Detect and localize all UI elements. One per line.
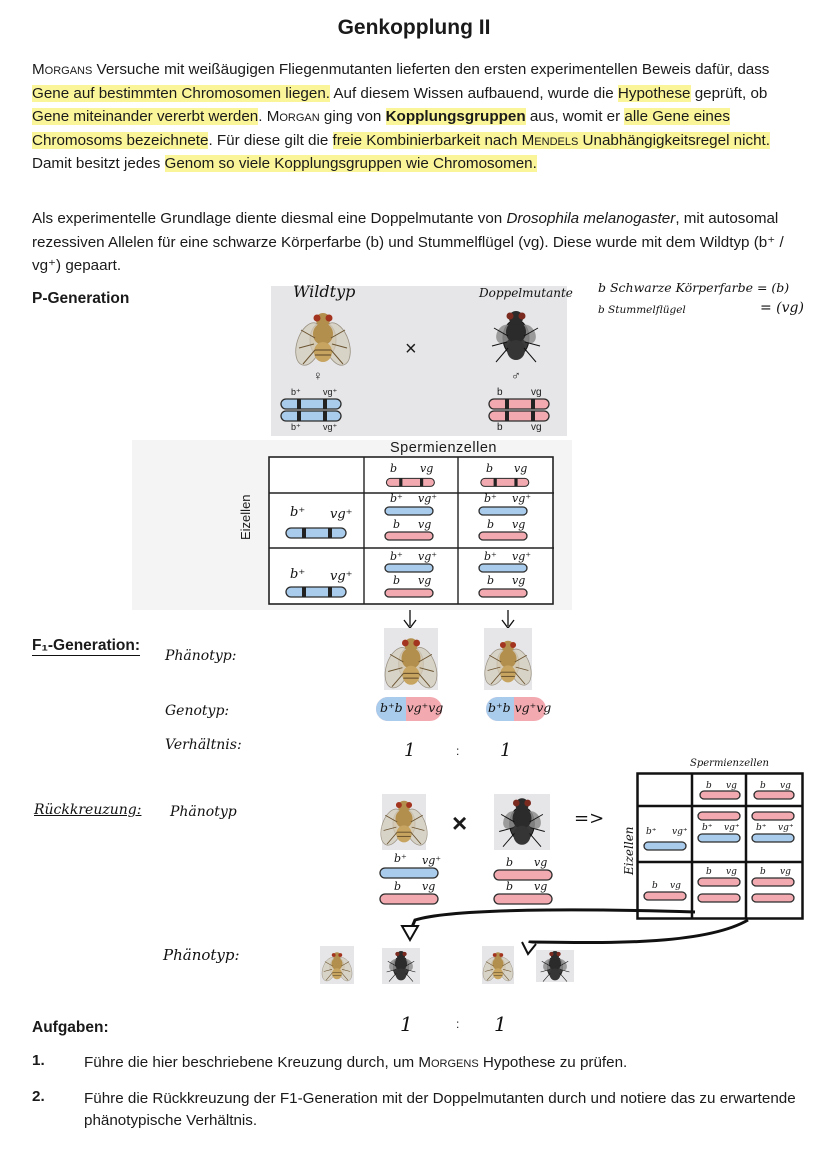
svg-text:b: b [393, 518, 401, 531]
svg-text:vg: vg [670, 881, 681, 891]
svg-text:b: b [390, 462, 398, 475]
male-symbol: ♂ [511, 368, 521, 383]
name-mendel: Mendels [521, 131, 579, 149]
svg-text:b⁺: b⁺ [394, 852, 407, 865]
svg-text:vg⁺: vg⁺ [778, 823, 794, 833]
species-name: Drosophila melanogaster [506, 210, 676, 227]
wildtype-fly-icon [291, 313, 355, 369]
svg-text:vg: vg [780, 867, 791, 877]
offspring-ratio-value: 1 [494, 1012, 507, 1036]
svg-text:vg: vg [512, 518, 526, 531]
svg-text:b: b [506, 880, 514, 893]
backcross-cross-symbol: × [452, 808, 468, 838]
svg-text:vg: vg [726, 781, 737, 791]
svg-text:b: b [706, 781, 712, 791]
offspring-flies [318, 944, 578, 988]
note-black-body: b Schwarze Körperfarbe = (b) [598, 280, 790, 295]
chromosome-red [489, 411, 549, 421]
f1-ratio-colon: : [456, 744, 460, 758]
svg-text:vg: vg [512, 574, 526, 587]
f1-genotype-2: b⁺b vg⁺vg [488, 700, 552, 715]
f1-generation-label: F₁-Generation: [32, 637, 141, 654]
double-mutant-label: Doppelmutante [479, 286, 573, 300]
intro-paragraph-1: Morgans Versuche mit weißäugigen Fliegenmutanten lieferten den ersten experimentellen Beweis dafür, dass Gene auf bestimmten Chromosomen liegen. Auf diesem Wissen aufbauend, wurde die Hypothese geprüft, ob Gene miteinander vererbt werden. Morgan ging von Kopplungsgruppen aus, womit er alle Gene eines Chromosoms bezeichnete. Für diese gilt die freie Kombinierbarkeit nach Mendels Unabhängigkeitsregel nicht. Damit besitzt jedes Genom so viele Kopplungsgruppen wie Chromosomen. [32, 61, 770, 172]
offspring-phenotype-label: Phänotyp: [163, 946, 240, 964]
svg-text:vg: vg [418, 574, 432, 587]
svg-text:b: b [706, 867, 712, 877]
svg-text:b⁺: b⁺ [702, 823, 713, 833]
svg-text:b⁺: b⁺ [484, 550, 497, 563]
f1-phenotype-label: Phänotyp: [165, 648, 237, 664]
svg-text:b⁺: b⁺ [390, 550, 403, 563]
svg-text:vg: vg [420, 462, 434, 475]
svg-text:b⁺: b⁺ [290, 505, 306, 520]
punnett-square-1 [268, 456, 558, 606]
svg-text:b: b [487, 518, 495, 531]
svg-text:vg⁺: vg⁺ [418, 550, 438, 563]
svg-text:vg⁺: vg⁺ [672, 827, 688, 837]
svg-text:b⁺: b⁺ [484, 492, 497, 505]
p-generation-svg [271, 286, 567, 436]
tasks-heading: Aufgaben: [32, 1019, 109, 1036]
backcross-label: Rückkreuzung: [34, 802, 142, 818]
p-generation-figure [271, 282, 573, 436]
chromosome-blue [281, 399, 341, 409]
offspring-ratio-value: 1 [400, 1012, 413, 1036]
task-number: 2. [32, 1088, 45, 1105]
svg-text:vg: vg [780, 781, 791, 791]
highlight-text: Gene miteinander vererbt werden [32, 108, 259, 125]
svg-text:b⁺: b⁺ [646, 827, 657, 837]
backcross-phenotype-label: Phänotyp [170, 804, 237, 820]
highlight-text: Hypothese [617, 84, 691, 102]
svg-text:vg⁺: vg⁺ [512, 550, 532, 563]
highlight-text: Genom so viele Kopplungsgruppen wie Chromosomen. [164, 155, 537, 172]
implies-arrow: => [574, 808, 605, 829]
chromosome-red [489, 399, 549, 409]
svg-text:b⁺: b⁺ [390, 492, 403, 505]
allele-label: b⁺ [291, 422, 301, 432]
note-vg-symbol: = (vg) [760, 300, 804, 316]
svg-text:vg: vg [422, 880, 436, 893]
highlight-text: Kopplungsgruppen [385, 108, 526, 125]
egg-side-label-2: Eizellen [622, 826, 636, 875]
allele-label: vg⁺ [323, 422, 338, 432]
allele-label: b [497, 422, 503, 433]
task-number: 1. [32, 1052, 45, 1069]
offspring-ratio-colon: : [456, 1017, 460, 1031]
f1-ratio-label: Verhältnis: [165, 737, 242, 753]
intro-paragraph-2: Als experimentelle Grundlage diente diesmal eine Doppelmutante von Drosophila melanogaster, mit autosomal rezessiven Allelen für eine schwarze Körperfarbe (b) und Stummelflügel (vg). Diese wurde mit dem Wildtyp (b⁺ / vg⁺) gepaart. [32, 210, 784, 274]
allele-label: b [497, 387, 503, 398]
svg-text:vg⁺: vg⁺ [330, 569, 353, 584]
page-title: Genkopplung II [337, 16, 491, 39]
mutant-fly-icon [492, 311, 540, 362]
highlight-text: freie Kombinierbarkeit nach [332, 131, 522, 149]
cross-symbol: × [405, 338, 417, 360]
svg-text:vg⁺: vg⁺ [418, 492, 438, 505]
svg-text:b: b [506, 856, 514, 869]
svg-text:vg⁺: vg⁺ [724, 823, 740, 833]
svg-text:vg: vg [534, 880, 548, 893]
svg-text:vg⁺: vg⁺ [512, 492, 532, 505]
chromosome-blue [281, 411, 341, 421]
svg-text:b: b [393, 574, 401, 587]
f1-ratio-value: 1 [404, 740, 416, 761]
sperm-header: Spermienzellen [390, 440, 497, 456]
svg-text:b: b [486, 462, 494, 475]
name-morgan: Morgan [266, 108, 320, 125]
svg-text:b⁺: b⁺ [290, 567, 306, 582]
f1-genotype-1: b⁺b vg⁺vg [380, 700, 444, 715]
svg-text:vg⁺: vg⁺ [422, 854, 442, 867]
svg-text:b⁺: b⁺ [756, 823, 767, 833]
highlight-text: alle Gene eines Chromosoms bezeichnete [32, 108, 730, 149]
allele-label: vg⁺ [323, 387, 338, 397]
svg-text:b: b [760, 867, 766, 877]
svg-text:b: b [760, 781, 766, 791]
f1-flies [380, 606, 560, 696]
highlight-text: Gene auf bestimmten Chromosomen liegen. [32, 84, 330, 102]
f1-ratio-value: 1 [500, 740, 512, 761]
svg-text:vg: vg [514, 462, 528, 475]
note-vestigial: b Stummelflügel [598, 304, 686, 316]
task-1-text: Führe die hier beschriebene Kreuzung durch, um Morgens Hypothese zu prüfen. [84, 1054, 628, 1071]
svg-text:vg: vg [726, 867, 737, 877]
f1-genotype-label: Genotyp: [165, 703, 230, 719]
egg-side-label: Eizellen [238, 494, 253, 540]
allele-label: vg [531, 422, 542, 433]
highlight-text: Unabhängigkeitsregel nicht. [578, 131, 770, 149]
female-symbol: ♀ [313, 368, 323, 383]
svg-text:vg⁺: vg⁺ [330, 507, 353, 522]
p-generation-label: P-Generation [32, 290, 130, 307]
svg-text:b: b [652, 881, 658, 891]
wildtype-label: Wildtyp [293, 282, 356, 301]
svg-text:b: b [394, 880, 402, 893]
sperm-header-2: Spermienzellen [690, 758, 769, 769]
task-2-text: Führe die Rückkreuzung der F1-Generation mit der Doppelmutanten durch und notiere das zu erwartende phänotypische Verhältnis. [84, 1090, 796, 1129]
name-morgan: Morgans [32, 61, 93, 78]
allele-label: vg [531, 387, 542, 398]
allele-label: b⁺ [291, 387, 301, 397]
svg-text:vg: vg [534, 856, 548, 869]
svg-text:vg: vg [418, 518, 432, 531]
svg-text:b: b [487, 574, 495, 587]
